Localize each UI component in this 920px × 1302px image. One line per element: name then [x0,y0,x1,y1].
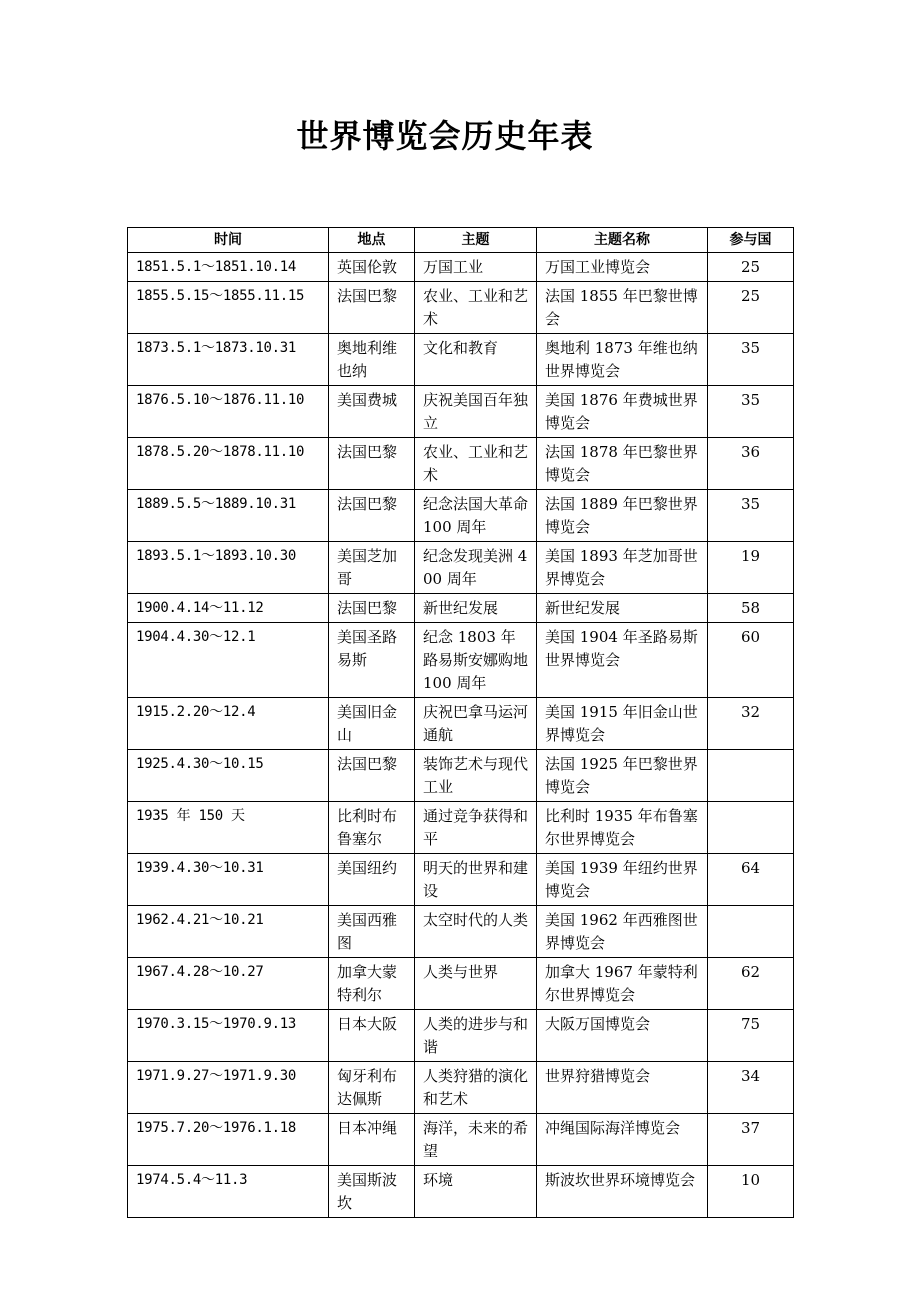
cell-location: 美国圣路易斯 [329,623,415,698]
cell-location: 加拿大蒙特利尔 [329,958,415,1010]
cell-theme: 庆祝巴拿马运河通航 [415,698,537,750]
cell-theme-name: 法国 1878 年巴黎世界博览会 [537,438,708,490]
table-row [128,1166,794,1218]
page-title: 世界博览会历史年表 [296,117,594,155]
cell-location: 美国西雅图 [329,906,415,958]
cell-participants: 32 [708,698,794,750]
table-row [128,958,794,1010]
cell-participants: 60 [708,623,794,698]
cell-participants: 25 [708,253,794,282]
cell-time: 1904.4.30～12.1 [128,623,329,698]
cell-participants [708,906,794,958]
table-header-row [128,228,794,253]
cell-theme: 纪念 1803 年路易斯安娜购地 100 周年 [415,623,537,698]
cell-theme: 新世纪发展 [415,594,537,623]
cell-location: 法国巴黎 [329,594,415,623]
cell-theme: 明天的世界和建设 [415,854,537,906]
table-row [128,386,794,438]
cell-theme: 环境 [415,1166,537,1218]
cell-location: 法国巴黎 [329,490,415,542]
cell-location: 日本冲绳 [329,1114,415,1166]
table-row [128,802,794,854]
cell-location: 美国费城 [329,386,415,438]
cell-location: 美国斯波坎 [329,1166,415,1218]
table-row [128,334,794,386]
cell-theme: 通过竞争获得和平 [415,802,537,854]
cell-time: 1970.3.15～1970.9.13 [128,1010,329,1062]
table-row [128,282,794,334]
cell-time: 1939.4.30～10.31 [128,854,329,906]
cell-theme: 纪念法国大革命 100 周年 [415,490,537,542]
cell-theme-name: 美国 1939 年纽约世界博览会 [537,854,708,906]
cell-participants [708,802,794,854]
cell-theme-name: 美国 1876 年费城世界博览会 [537,386,708,438]
cell-time: 1967.4.28～10.27 [128,958,329,1010]
cell-theme-name: 美国 1962 年西雅图世界博览会 [537,906,708,958]
cell-location: 美国纽约 [329,854,415,906]
cell-time: 1971.9.27～1971.9.30 [128,1062,329,1114]
cell-time: 1935 年 150 天 [128,802,329,854]
cell-time: 1889.5.5～1889.10.31 [128,490,329,542]
cell-theme: 文化和教育 [415,334,537,386]
cell-participants: 75 [708,1010,794,1062]
cell-theme-name: 大阪万国博览会 [537,1010,708,1062]
cell-theme: 万国工业 [415,253,537,282]
table-row [128,1114,794,1166]
cell-theme: 庆祝美国百年独立 [415,386,537,438]
cell-theme: 人类狩猎的演化和艺术 [415,1062,537,1114]
cell-time: 1974.5.4～11.3 [128,1166,329,1218]
cell-location: 法国巴黎 [329,750,415,802]
cell-time: 1855.5.15～1855.11.15 [128,282,329,334]
cell-time: 1962.4.21～10.21 [128,906,329,958]
cell-theme-name: 比利时 1935 年布鲁塞尔世界博览会 [537,802,708,854]
cell-location: 法国巴黎 [329,438,415,490]
cell-theme: 装饰艺术与现代工业 [415,750,537,802]
table-row [128,594,794,623]
table-row [128,438,794,490]
cell-theme-name: 法国 1855 年巴黎世博会 [537,282,708,334]
cell-participants: 37 [708,1114,794,1166]
cell-location: 法国巴黎 [329,282,415,334]
cell-theme-name: 美国 1893 年芝加哥世界博览会 [537,542,708,594]
cell-participants: 36 [708,438,794,490]
cell-location: 匈牙利布达佩斯 [329,1062,415,1114]
cell-theme-name: 冲绳国际海洋博览会 [537,1114,708,1166]
cell-theme-name: 世界狩猎博览会 [537,1062,708,1114]
cell-location: 奥地利维也纳 [329,334,415,386]
cell-theme: 人类与世界 [415,958,537,1010]
cell-location: 英国伦敦 [329,253,415,282]
cell-theme-name: 美国 1904 年圣路易斯世界博览会 [537,623,708,698]
header-location: 地点 [329,228,415,253]
cell-time: 1900.4.14～11.12 [128,594,329,623]
cell-participants [708,750,794,802]
table-row [128,750,794,802]
cell-participants: 64 [708,854,794,906]
cell-participants: 62 [708,958,794,1010]
cell-theme: 人类的进步与和谐 [415,1010,537,1062]
cell-time: 1925.4.30～10.15 [128,750,329,802]
cell-theme: 纪念发现美洲 400 周年 [415,542,537,594]
table-row [128,854,794,906]
cell-time: 1876.5.10～1876.11.10 [128,386,329,438]
cell-theme-name: 法国 1889 年巴黎世界博览会 [537,490,708,542]
cell-theme-name: 奥地利 1873 年维也纳世界博览会 [537,334,708,386]
expo-history-table [127,227,794,1218]
cell-location: 日本大阪 [329,1010,415,1062]
cell-location: 美国芝加哥 [329,542,415,594]
cell-participants: 35 [708,334,794,386]
cell-location: 比利时布鲁塞尔 [329,802,415,854]
cell-theme: 太空时代的人类 [415,906,537,958]
cell-theme-name: 新世纪发展 [537,594,708,623]
cell-theme-name: 美国 1915 年旧金山世界博览会 [537,698,708,750]
cell-participants: 25 [708,282,794,334]
cell-theme: 农业、工业和艺术 [415,438,537,490]
table-row [128,698,794,750]
table-body [128,253,794,1218]
table-row [128,542,794,594]
cell-location: 美国旧金山 [329,698,415,750]
header-participants: 参与国 [708,228,794,253]
header-theme: 主题 [415,228,537,253]
table-row [128,253,794,282]
cell-time: 1851.5.1～1851.10.14 [128,253,329,282]
cell-time: 1878.5.20～1878.11.10 [128,438,329,490]
table-row [128,1010,794,1062]
cell-theme: 农业、工业和艺术 [415,282,537,334]
cell-participants: 35 [708,490,794,542]
table-row [128,623,794,698]
header-time: 时间 [128,228,329,253]
cell-participants: 35 [708,386,794,438]
table-row [128,490,794,542]
cell-theme-name: 万国工业博览会 [537,253,708,282]
table-row [128,906,794,958]
cell-theme-name: 加拿大 1967 年蒙特利尔世界博览会 [537,958,708,1010]
cell-time: 1915.2.20～12.4 [128,698,329,750]
cell-time: 1975.7.20～1976.1.18 [128,1114,329,1166]
cell-time: 1893.5.1～1893.10.30 [128,542,329,594]
cell-theme-name: 法国 1925 年巴黎世界博览会 [537,750,708,802]
table-row [128,1062,794,1114]
cell-theme: 海洋，未来的希望 [415,1114,537,1166]
cell-participants: 58 [708,594,794,623]
cell-participants: 34 [708,1062,794,1114]
cell-participants: 19 [708,542,794,594]
cell-time: 1873.5.1～1873.10.31 [128,334,329,386]
cell-theme-name: 斯波坎世界环境博览会 [537,1166,708,1218]
header-theme-name: 主题名称 [537,228,708,253]
cell-participants: 10 [708,1166,794,1218]
